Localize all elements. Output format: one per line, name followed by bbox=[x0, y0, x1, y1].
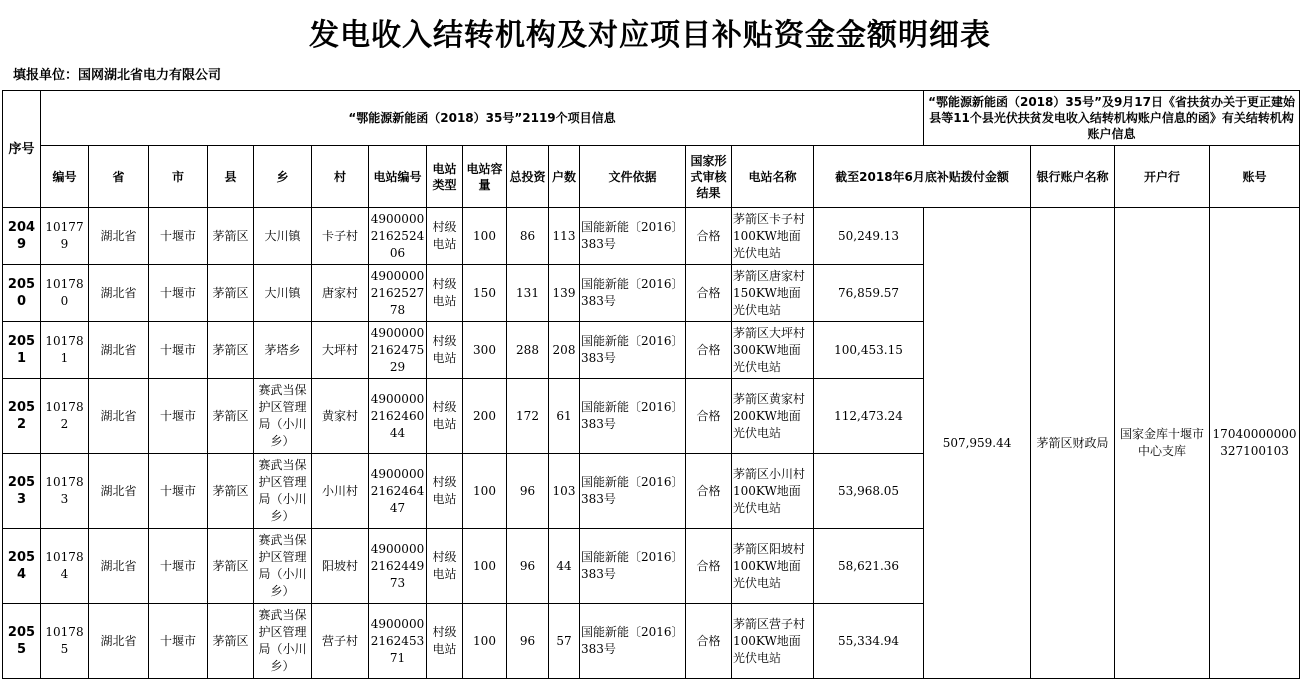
header-province: 省 bbox=[89, 146, 149, 208]
cell-investment: 96 bbox=[507, 529, 549, 604]
header-township: 乡 bbox=[254, 146, 312, 208]
cell-station-no: 4900000216252778 bbox=[369, 265, 427, 322]
header-station-name: 电站名称 bbox=[732, 146, 814, 208]
cell-code: 101779 bbox=[41, 208, 89, 265]
page-title: 发电收入结转机构及对应项目补贴资金金额明细表 bbox=[309, 18, 991, 53]
cell-station-name: 茅箭区卡子村100KW地面光伏电站 bbox=[732, 208, 814, 265]
cell-county: 茅箭区 bbox=[208, 529, 254, 604]
cell-investment: 96 bbox=[507, 454, 549, 529]
cell-document: 国能新能〔2016〕383号 bbox=[580, 529, 686, 604]
cell-investment: 288 bbox=[507, 322, 549, 379]
header-review: 国家形式审核结果 bbox=[686, 146, 732, 208]
cell-station-name: 茅箭区小川村100KW地面光伏电站 bbox=[732, 454, 814, 529]
header-city: 市 bbox=[149, 146, 208, 208]
cell-township: 赛武当保护区管理局（小川乡） bbox=[254, 529, 312, 604]
cell-city: 十堰市 bbox=[149, 604, 208, 679]
cell-station-type: 村级电站 bbox=[427, 454, 463, 529]
cell-subsidy: 55,334.94 bbox=[814, 604, 924, 679]
reporting-unit: 填报单位：国网湖北省电力有限公司 bbox=[13, 68, 222, 83]
cell-subsidy: 76,859.57 bbox=[814, 265, 924, 322]
cell-station-name: 茅箭区大坪村300KW地面光伏电站 bbox=[732, 322, 814, 379]
cell-document: 国能新能〔2016〕383号 bbox=[580, 208, 686, 265]
cell-city: 十堰市 bbox=[149, 454, 208, 529]
cell-review: 合格 bbox=[686, 265, 732, 322]
cell-capacity: 100 bbox=[463, 604, 507, 679]
table-row bbox=[3, 208, 1300, 265]
header-bank-account-name: 银行账户名称 bbox=[1031, 146, 1115, 208]
cell-code: 101783 bbox=[41, 454, 89, 529]
cell-station-name: 茅箭区唐家村150KW地面光伏电站 bbox=[732, 265, 814, 322]
cell-station-no: 4900000216247529 bbox=[369, 322, 427, 379]
cell-capacity: 200 bbox=[463, 379, 507, 454]
cell-document: 国能新能〔2016〕383号 bbox=[580, 265, 686, 322]
cell-village: 卡子村 bbox=[312, 208, 369, 265]
cell-capacity: 300 bbox=[463, 322, 507, 379]
cell-seq: 2050 bbox=[3, 265, 41, 322]
cell-document: 国能新能〔2016〕383号 bbox=[580, 604, 686, 679]
cell-households: 103 bbox=[549, 454, 580, 529]
cell-seq: 2053 bbox=[3, 454, 41, 529]
cell-code: 101782 bbox=[41, 379, 89, 454]
header-investment: 总投资 bbox=[507, 146, 549, 208]
cell-station-type: 村级电站 bbox=[427, 379, 463, 454]
header-code: 编号 bbox=[41, 146, 89, 208]
cell-station-type: 村级电站 bbox=[427, 604, 463, 679]
cell-households: 139 bbox=[549, 265, 580, 322]
header-group-account-info: “鄂能源新能函（2018）35号”及9月17日《省扶贫办关于更正建始县等11个县光伏扶贫发电收入结转机构账户信息的函》有关结转机构账户信息 bbox=[924, 91, 1300, 146]
cell-county: 茅箭区 bbox=[208, 604, 254, 679]
cell-township: 茅塔乡 bbox=[254, 322, 312, 379]
cell-households: 44 bbox=[549, 529, 580, 604]
cell-county: 茅箭区 bbox=[208, 265, 254, 322]
cell-province: 湖北省 bbox=[89, 208, 149, 265]
cell-station-name: 茅箭区黄家村200KW地面光伏电站 bbox=[732, 379, 814, 454]
cell-households: 57 bbox=[549, 604, 580, 679]
cell-province: 湖北省 bbox=[89, 454, 149, 529]
cell-document: 国能新能〔2016〕383号 bbox=[580, 322, 686, 379]
cell-village: 黄家村 bbox=[312, 379, 369, 454]
cell-station-no: 4900000216244973 bbox=[369, 529, 427, 604]
cell-document: 国能新能〔2016〕383号 bbox=[580, 454, 686, 529]
header-bank: 开户行 bbox=[1115, 146, 1210, 208]
cell-code: 101781 bbox=[41, 322, 89, 379]
cell-station-type: 村级电站 bbox=[427, 265, 463, 322]
merged-bank: 国家金库十堰市中心支库 bbox=[1115, 208, 1210, 679]
cell-station-name: 茅箭区阳坡村100KW地面光伏电站 bbox=[732, 529, 814, 604]
header-capacity: 电站容量 bbox=[463, 146, 507, 208]
cell-township: 赛武当保护区管理局（小川乡） bbox=[254, 454, 312, 529]
cell-station-no: 4900000216245371 bbox=[369, 604, 427, 679]
cell-province: 湖北省 bbox=[89, 322, 149, 379]
cell-city: 十堰市 bbox=[149, 322, 208, 379]
cell-station-no: 4900000216246447 bbox=[369, 454, 427, 529]
cell-province: 湖北省 bbox=[89, 529, 149, 604]
cell-village: 小川村 bbox=[312, 454, 369, 529]
header-subsidy: 截至2018年6月底补贴拨付金额 bbox=[814, 146, 1031, 208]
cell-capacity: 100 bbox=[463, 454, 507, 529]
cell-county: 茅箭区 bbox=[208, 379, 254, 454]
cell-station-type: 村级电站 bbox=[427, 322, 463, 379]
header-document: 文件依据 bbox=[580, 146, 686, 208]
cell-document: 国能新能〔2016〕383号 bbox=[580, 379, 686, 454]
cell-city: 十堰市 bbox=[149, 208, 208, 265]
header-village: 村 bbox=[312, 146, 369, 208]
cell-review: 合格 bbox=[686, 379, 732, 454]
cell-subsidy: 50,249.13 bbox=[814, 208, 924, 265]
cell-station-no: 4900000216252406 bbox=[369, 208, 427, 265]
cell-seq: 2055 bbox=[3, 604, 41, 679]
cell-city: 十堰市 bbox=[149, 265, 208, 322]
cell-review: 合格 bbox=[686, 454, 732, 529]
cell-households: 113 bbox=[549, 208, 580, 265]
cell-code: 101780 bbox=[41, 265, 89, 322]
cell-subsidy: 100,453.15 bbox=[814, 322, 924, 379]
cell-capacity: 100 bbox=[463, 529, 507, 604]
cell-province: 湖北省 bbox=[89, 265, 149, 322]
cell-province: 湖北省 bbox=[89, 604, 149, 679]
cell-seq: 2054 bbox=[3, 529, 41, 604]
cell-investment: 96 bbox=[507, 604, 549, 679]
cell-households: 208 bbox=[549, 322, 580, 379]
header-station-type: 电站类型 bbox=[427, 146, 463, 208]
cell-investment: 131 bbox=[507, 265, 549, 322]
cell-station-no: 4900000216246044 bbox=[369, 379, 427, 454]
cell-subsidy: 58,621.36 bbox=[814, 529, 924, 604]
cell-county: 茅箭区 bbox=[208, 322, 254, 379]
cell-review: 合格 bbox=[686, 208, 732, 265]
merged-bank-account-name: 茅箭区财政局 bbox=[1031, 208, 1115, 679]
cell-county: 茅箭区 bbox=[208, 454, 254, 529]
cell-village: 阳坡村 bbox=[312, 529, 369, 604]
cell-station-type: 村级电站 bbox=[427, 208, 463, 265]
cell-village: 营子村 bbox=[312, 604, 369, 679]
header-households: 户数 bbox=[549, 146, 580, 208]
cell-seq: 2049 bbox=[3, 208, 41, 265]
header-account: 账号 bbox=[1210, 146, 1300, 208]
header-station-no: 电站编号 bbox=[369, 146, 427, 208]
header-group-project-info: “鄂能源新能函（2018）35号”2119个项目信息 bbox=[41, 91, 924, 146]
cell-township: 大川镇 bbox=[254, 208, 312, 265]
cell-code: 101785 bbox=[41, 604, 89, 679]
cell-station-type: 村级电站 bbox=[427, 529, 463, 604]
cell-station-name: 茅箭区营子村100KW地面光伏电站 bbox=[732, 604, 814, 679]
cell-city: 十堰市 bbox=[149, 379, 208, 454]
cell-county: 茅箭区 bbox=[208, 208, 254, 265]
header-seq: 序号 bbox=[3, 91, 41, 208]
subsidy-table bbox=[2, 90, 1300, 679]
merged-total: 507,959.44 bbox=[924, 208, 1031, 679]
cell-investment: 172 bbox=[507, 379, 549, 454]
cell-review: 合格 bbox=[686, 529, 732, 604]
cell-subsidy: 53,968.05 bbox=[814, 454, 924, 529]
header-county: 县 bbox=[208, 146, 254, 208]
merged-account: 17040000000327100103 bbox=[1210, 208, 1300, 679]
cell-subsidy: 112,473.24 bbox=[814, 379, 924, 454]
cell-investment: 86 bbox=[507, 208, 549, 265]
cell-code: 101784 bbox=[41, 529, 89, 604]
cell-township: 赛武当保护区管理局（小川乡） bbox=[254, 379, 312, 454]
cell-village: 唐家村 bbox=[312, 265, 369, 322]
cell-capacity: 150 bbox=[463, 265, 507, 322]
cell-households: 61 bbox=[549, 379, 580, 454]
cell-seq: 2051 bbox=[3, 322, 41, 379]
cell-province: 湖北省 bbox=[89, 379, 149, 454]
cell-township: 大川镇 bbox=[254, 265, 312, 322]
cell-village: 大坪村 bbox=[312, 322, 369, 379]
cell-city: 十堰市 bbox=[149, 529, 208, 604]
cell-township: 赛武当保护区管理局（小川乡） bbox=[254, 604, 312, 679]
cell-seq: 2052 bbox=[3, 379, 41, 454]
cell-review: 合格 bbox=[686, 322, 732, 379]
cell-review: 合格 bbox=[686, 604, 732, 679]
cell-capacity: 100 bbox=[463, 208, 507, 265]
